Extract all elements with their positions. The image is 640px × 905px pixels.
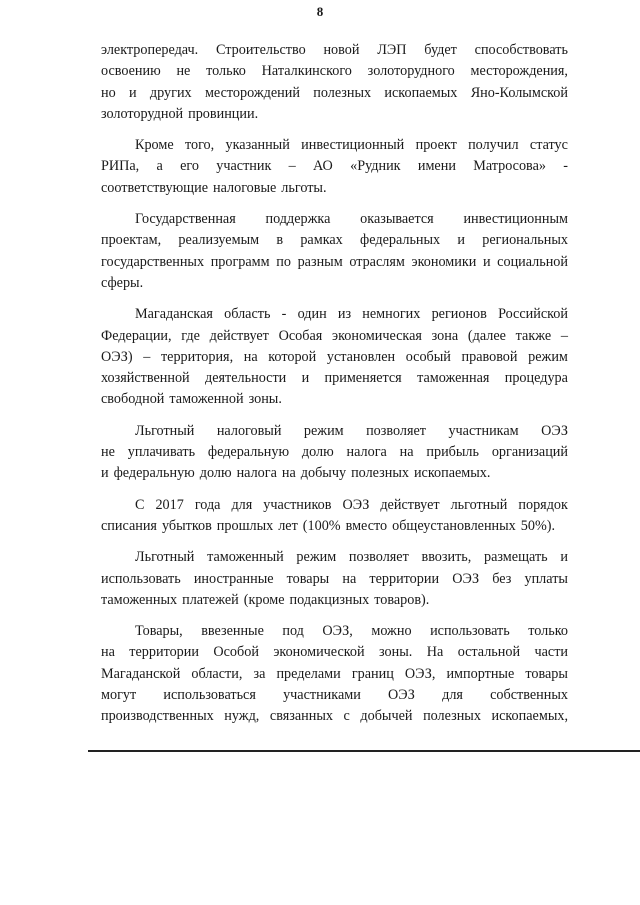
word: участникам <box>448 422 519 439</box>
word: применяется <box>324 370 402 387</box>
word: где <box>181 327 200 344</box>
word: но <box>101 84 116 101</box>
word: Яно-Колымской <box>470 84 568 101</box>
word: с <box>343 708 350 725</box>
text-line <box>101 156 568 177</box>
word: экономическая <box>332 327 422 344</box>
word: по <box>276 253 291 270</box>
text-line <box>101 642 568 663</box>
word: действует <box>380 496 440 513</box>
word: область <box>224 306 271 323</box>
text-line <box>101 304 568 325</box>
document-body <box>101 40 568 728</box>
word: зоны. <box>379 644 413 661</box>
word: полезных <box>423 708 481 725</box>
word: ОЭЗ, <box>322 623 353 640</box>
word: инвестиционным <box>463 211 568 228</box>
word: экономической <box>273 644 365 661</box>
text-line <box>101 547 568 568</box>
word: льготы. <box>281 179 327 196</box>
text-line <box>101 590 568 611</box>
word: федеральных <box>360 232 441 249</box>
word: территория, <box>160 348 234 365</box>
word: его <box>180 158 199 175</box>
word: того, <box>184 137 215 154</box>
word: Российской <box>498 306 568 323</box>
text-line <box>101 347 568 368</box>
word: Магаданской <box>101 665 181 682</box>
word: вместо <box>345 517 388 534</box>
word: не <box>176 63 191 80</box>
word: товары <box>525 665 568 682</box>
word: полезных <box>351 465 409 482</box>
word: РИПа, <box>101 158 140 175</box>
word: хозяйственной <box>101 370 190 387</box>
word: полезных <box>313 84 372 101</box>
word: зона <box>431 327 459 344</box>
word: участник <box>216 158 272 175</box>
word: Особой <box>213 644 259 661</box>
word: новой <box>323 42 360 58</box>
word: инвестиционный <box>301 137 405 154</box>
word: указанный <box>225 137 290 154</box>
word: – <box>560 327 568 344</box>
word: деятельности <box>205 370 287 387</box>
word: Льготный <box>135 549 195 566</box>
word: в <box>276 232 284 249</box>
word: и <box>101 465 109 482</box>
word: и <box>129 84 137 101</box>
text-line <box>101 442 568 463</box>
word: на <box>101 644 115 661</box>
word: Льготный <box>135 422 195 439</box>
text-line <box>101 178 568 199</box>
page-number: 8 <box>316 4 324 19</box>
text-line <box>101 104 568 125</box>
text-line <box>101 135 568 156</box>
word: режим <box>528 348 568 365</box>
paragraph <box>101 495 568 538</box>
word: проект <box>415 137 457 154</box>
word: не <box>101 444 115 461</box>
word: программ <box>210 253 270 270</box>
word: режим <box>303 422 344 439</box>
paragraph <box>101 209 568 294</box>
text-line <box>101 61 568 82</box>
word: Магаданская <box>135 306 213 323</box>
text-line <box>101 389 568 410</box>
word: 2017 <box>155 496 184 513</box>
word: использовать <box>101 570 181 587</box>
word: на <box>399 444 414 461</box>
word: регионов <box>431 306 487 323</box>
word: ископаемых <box>384 84 458 101</box>
word: соответствующие <box>101 179 209 196</box>
word: границ <box>351 665 394 682</box>
word: оказывается <box>360 211 434 228</box>
word: – <box>143 348 151 365</box>
word: месторождения, <box>470 63 568 80</box>
word: режим <box>296 549 337 566</box>
word: - <box>281 306 287 323</box>
word: золоторудного <box>367 63 455 80</box>
word: прошлых <box>216 517 274 534</box>
word: ОЭЗ) <box>101 348 133 365</box>
word: электропередач. <box>101 42 199 58</box>
word: области, <box>191 665 243 682</box>
paragraph <box>101 547 568 611</box>
word: немногих <box>362 306 421 323</box>
word: таможенных <box>101 591 178 608</box>
word: иностранные <box>193 570 274 587</box>
text-line <box>101 252 568 273</box>
word: только <box>528 623 568 640</box>
word: подакцизных <box>289 591 370 608</box>
word: и <box>301 370 310 387</box>
word: один <box>297 306 327 323</box>
page-bottom-rule <box>88 750 640 752</box>
word: рамках <box>300 232 343 249</box>
word: для <box>231 496 253 513</box>
word: ОЭЗ <box>541 422 568 439</box>
word: ввезенные <box>201 623 264 640</box>
text-line <box>101 326 568 347</box>
word: таможенная <box>417 370 490 387</box>
word: свободной <box>101 391 165 408</box>
text-line <box>101 621 568 642</box>
word: которой <box>268 348 317 365</box>
word: федеральную <box>207 444 290 461</box>
word: – <box>288 158 296 175</box>
word: ископаемых. <box>413 465 491 482</box>
text-line <box>101 421 568 442</box>
text-line <box>101 83 568 104</box>
text-line <box>101 463 568 484</box>
word: порядок <box>518 496 568 513</box>
word: общеустановленных <box>392 517 516 534</box>
word: участников <box>263 496 332 513</box>
paragraph <box>101 40 568 125</box>
word: таможенной <box>169 391 244 408</box>
word: размещать <box>484 549 548 566</box>
word: зоны. <box>248 391 282 408</box>
word: добычей <box>360 708 413 725</box>
word: прибыль <box>426 444 479 461</box>
text-line <box>101 209 568 230</box>
word: организаций <box>491 444 568 461</box>
word: Государственная <box>135 211 236 228</box>
word: Строительство <box>216 42 306 58</box>
word: федеральную <box>113 465 195 482</box>
word: государственных <box>101 253 205 270</box>
word: импортные <box>446 665 515 682</box>
word: других <box>149 84 192 101</box>
word: ОЭЗ <box>452 570 480 587</box>
word: (100% <box>302 517 341 534</box>
word: С <box>135 496 145 513</box>
word: (кроме <box>243 591 285 608</box>
word: списания <box>101 517 157 534</box>
word: без <box>492 570 512 587</box>
word: на <box>243 348 258 365</box>
word: на <box>281 465 296 482</box>
word: могут <box>101 687 137 704</box>
word: действует <box>209 327 269 344</box>
word: добычу <box>300 465 347 482</box>
paragraph <box>101 135 568 199</box>
text-line <box>101 273 568 294</box>
word: освоению <box>101 63 161 80</box>
word: уплачивать <box>127 444 196 461</box>
word: налоговый <box>216 422 282 439</box>
word: способствовать <box>474 42 568 58</box>
word: под <box>282 623 304 640</box>
word: отраслям <box>349 253 405 270</box>
word: ОЭЗ, <box>404 665 436 682</box>
word: провинции. <box>188 105 259 122</box>
word: статус <box>529 137 568 154</box>
word: использоваться <box>163 687 256 704</box>
word: ископаемых, <box>491 708 568 725</box>
word: года <box>194 496 221 513</box>
word: Особая <box>278 327 323 344</box>
word: позволяет <box>366 422 426 439</box>
text-line <box>101 40 568 61</box>
text-line <box>101 368 568 389</box>
text-line <box>101 685 568 706</box>
word: установлен <box>326 348 396 365</box>
word: ОЭЗ <box>388 687 415 704</box>
word: ЛЭП <box>377 42 407 58</box>
word: На <box>426 644 444 661</box>
word: товаров). <box>374 591 430 608</box>
word: производственных <box>101 708 214 725</box>
word: долю <box>199 465 232 482</box>
word: ОЭЗ <box>342 496 370 513</box>
word: Кроме <box>135 137 174 154</box>
word: долю <box>301 444 334 461</box>
word: налоговые <box>213 179 277 196</box>
word: Наталкинского <box>261 63 352 80</box>
word: нужд, <box>224 708 260 725</box>
word: золоторудной <box>101 105 184 122</box>
word: имени <box>417 158 456 175</box>
word: части <box>534 644 568 661</box>
word: АО <box>313 158 333 175</box>
word: можно <box>371 623 412 640</box>
word: экономики <box>411 253 477 270</box>
word: товары <box>286 570 330 587</box>
word: и <box>457 232 466 249</box>
word: использовать <box>430 623 510 640</box>
word: 50%). <box>520 517 556 534</box>
word: за <box>253 665 266 682</box>
word: лет <box>278 517 298 534</box>
word: налога <box>346 444 387 461</box>
word: участниками <box>283 687 361 704</box>
word: «Рудник <box>350 158 401 175</box>
word: (далее <box>467 327 506 344</box>
word: Федерации, <box>101 327 172 344</box>
word: из <box>337 306 352 323</box>
word: налога <box>236 465 277 482</box>
word: и <box>560 549 568 566</box>
text-line <box>101 516 568 537</box>
paragraph <box>101 621 568 727</box>
word: собственных <box>490 687 568 704</box>
word: ввозить, <box>421 549 472 566</box>
word: льготный <box>450 496 508 513</box>
word: месторождений <box>204 84 300 101</box>
word: только <box>206 63 246 80</box>
word: на <box>342 570 357 587</box>
word: получил <box>468 137 519 154</box>
word: особый <box>405 348 451 365</box>
word: проектам, <box>101 232 162 249</box>
word: сферы. <box>101 274 144 291</box>
word: будет <box>424 42 457 58</box>
word: для <box>442 687 463 704</box>
text-line <box>101 706 568 727</box>
word: Товары, <box>135 623 183 640</box>
word: связанных <box>269 708 333 725</box>
word: убытков <box>161 517 212 534</box>
word: региональных <box>482 232 568 249</box>
word: пределами <box>276 665 341 682</box>
word: и <box>482 253 491 270</box>
text-line <box>101 664 568 685</box>
word: социальной <box>497 253 568 270</box>
text-line <box>101 230 568 251</box>
word: Матросова» <box>473 158 546 175</box>
word: правовой <box>461 348 518 365</box>
word: уплаты <box>524 570 568 587</box>
paragraph <box>101 304 568 410</box>
word: остальной <box>457 644 521 661</box>
text-line <box>101 495 568 516</box>
word: территории <box>369 570 440 587</box>
word: реализуемым <box>178 232 260 249</box>
word: также <box>515 327 552 344</box>
word: а <box>156 158 163 175</box>
word: - <box>563 158 568 175</box>
word: позволяет <box>348 549 409 566</box>
word: территории <box>129 644 199 661</box>
text-line <box>101 569 568 590</box>
word: платежей <box>182 591 239 608</box>
word: таможенный <box>207 549 284 566</box>
word: поддержка <box>265 211 331 228</box>
word: процедура <box>504 370 568 387</box>
paragraph <box>101 421 568 485</box>
word: разным <box>297 253 343 270</box>
